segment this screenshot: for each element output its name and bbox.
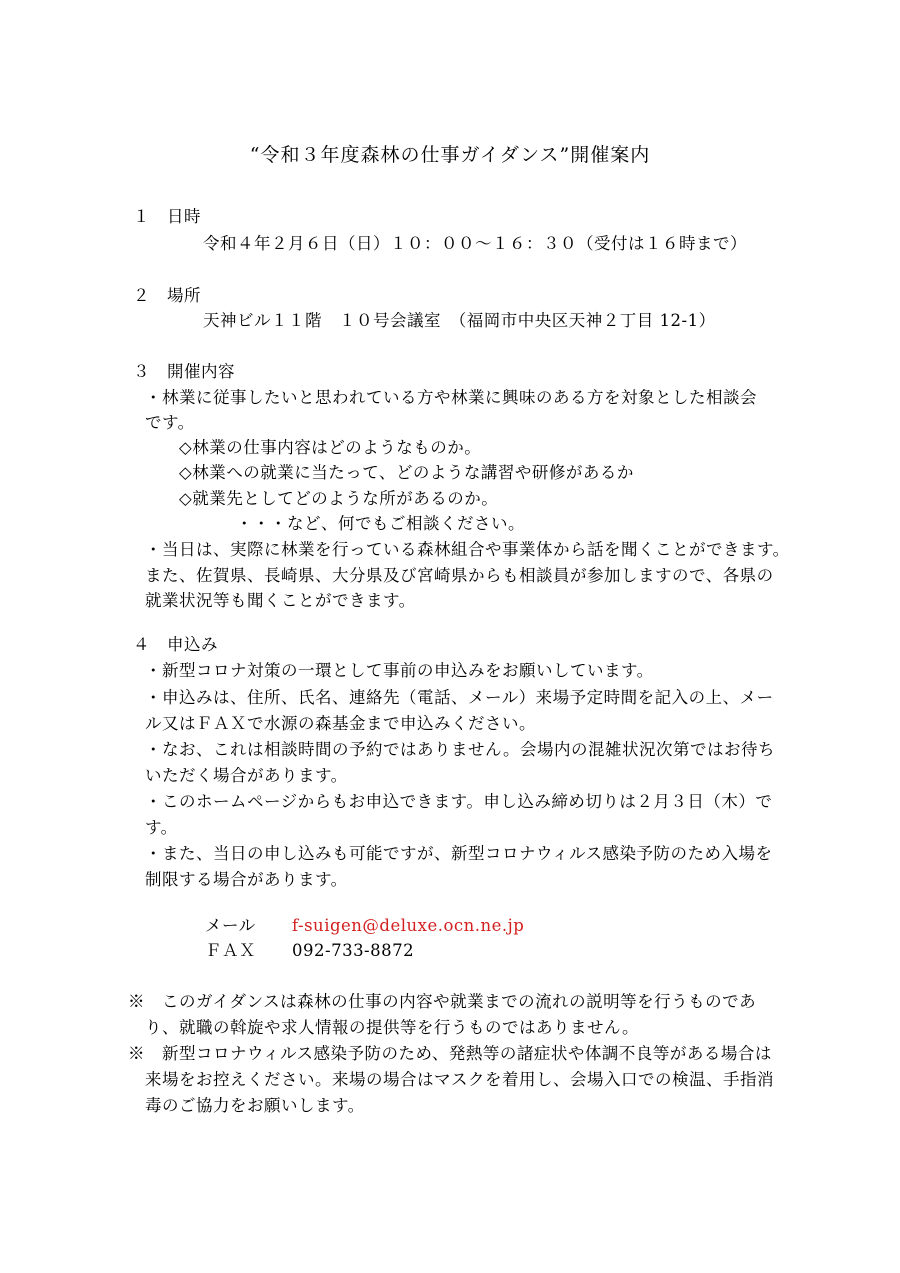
section-datetime-value: 令和４年２月６日（日）１０：００～１６：３０（受付は１６時まで） <box>203 234 747 253</box>
note-line: 来場をお控えください。来場の場合はマスクを着用し、会場入口での検温、手指消 <box>145 1070 774 1089</box>
note-line: り、就職の斡旋や求人情報の提供等を行うものではありません。 <box>145 1018 639 1037</box>
application-line: 制限する場合があります。 <box>145 870 348 889</box>
content-bullet: ◇林業への就業に当たって、どのような講習や研修があるか <box>179 463 634 482</box>
content-line: また、佐賀県、長崎県、大分県及び宮崎県からも相談員が参加しますので、各県の <box>145 566 774 585</box>
document-title: “令和３年度森林の仕事ガイダンス”開催案内 <box>249 144 651 166</box>
section-datetime-heading: １ 日時 <box>133 207 201 226</box>
fax-number: 092-733-8872 <box>292 941 415 960</box>
note-line: ※ 新型コロナウィルス感染予防のため、発熱等の諸症状や体調不良等がある場合は <box>128 1044 772 1063</box>
content-line: ・・・など、何でもご相談ください。 <box>236 514 525 533</box>
note-line: ※ このガイダンスは森林の仕事の内容や就業までの流れの説明等を行うものであ <box>128 992 757 1011</box>
section-place-heading: ２ 場所 <box>133 286 201 305</box>
application-line: ・新型コロナ対策の一環として事前の申込みをお願いしています。 <box>145 661 654 680</box>
content-bullet: ◇就業先としてどのような所があるのか。 <box>179 489 499 508</box>
note-line: 毒のご協力をお願いします。 <box>145 1096 365 1115</box>
section-application-heading: ４ 申込み <box>133 635 218 654</box>
application-line: ・なお、これは相談時間の予約ではありません。会場内の混雑状況次第ではお待ち <box>145 740 775 759</box>
email-link[interactable]: f-suigen@deluxe.ocn.ne.jp <box>292 916 525 935</box>
content-line: です。 <box>145 413 195 432</box>
application-line: ・このホームページからもお申込できます。申し込み締め切りは２月３日（木）で <box>145 792 773 811</box>
content-bullet: ◇林業の仕事内容はどのようなものか。 <box>179 438 482 457</box>
application-line: ル又はＦＡＸで水源の森基金まで申込みください。 <box>145 714 536 733</box>
application-line: ・また、当日の申し込みも可能ですが、新型コロナウィルス感染予防のため入場を <box>145 844 773 863</box>
email-label: メール <box>205 916 256 935</box>
application-line: いただく場合があります。 <box>145 766 348 785</box>
application-line: ・申込みは、住所、氏名、連絡先（電話、メール）来場予定時間を記入の上、メー <box>145 688 774 707</box>
section-content-heading: ３ 開催内容 <box>133 362 235 381</box>
section-place-value: 天神ビル１１階 １０号会議室 （福岡市中央区天神２丁目 12-1） <box>203 311 716 330</box>
fax-label: ＦＡＸ <box>205 941 256 960</box>
content-line: ・林業に従事したいと思われている方や林業に興味のある方を対象とした相談会 <box>145 388 757 407</box>
content-line: 就業状況等も聞くことができます。 <box>145 591 416 610</box>
application-line: す。 <box>145 818 178 837</box>
content-line: ・当日は、実際に林業を行っている森林組合や事業体から話を聞くことができます。 <box>145 540 790 559</box>
